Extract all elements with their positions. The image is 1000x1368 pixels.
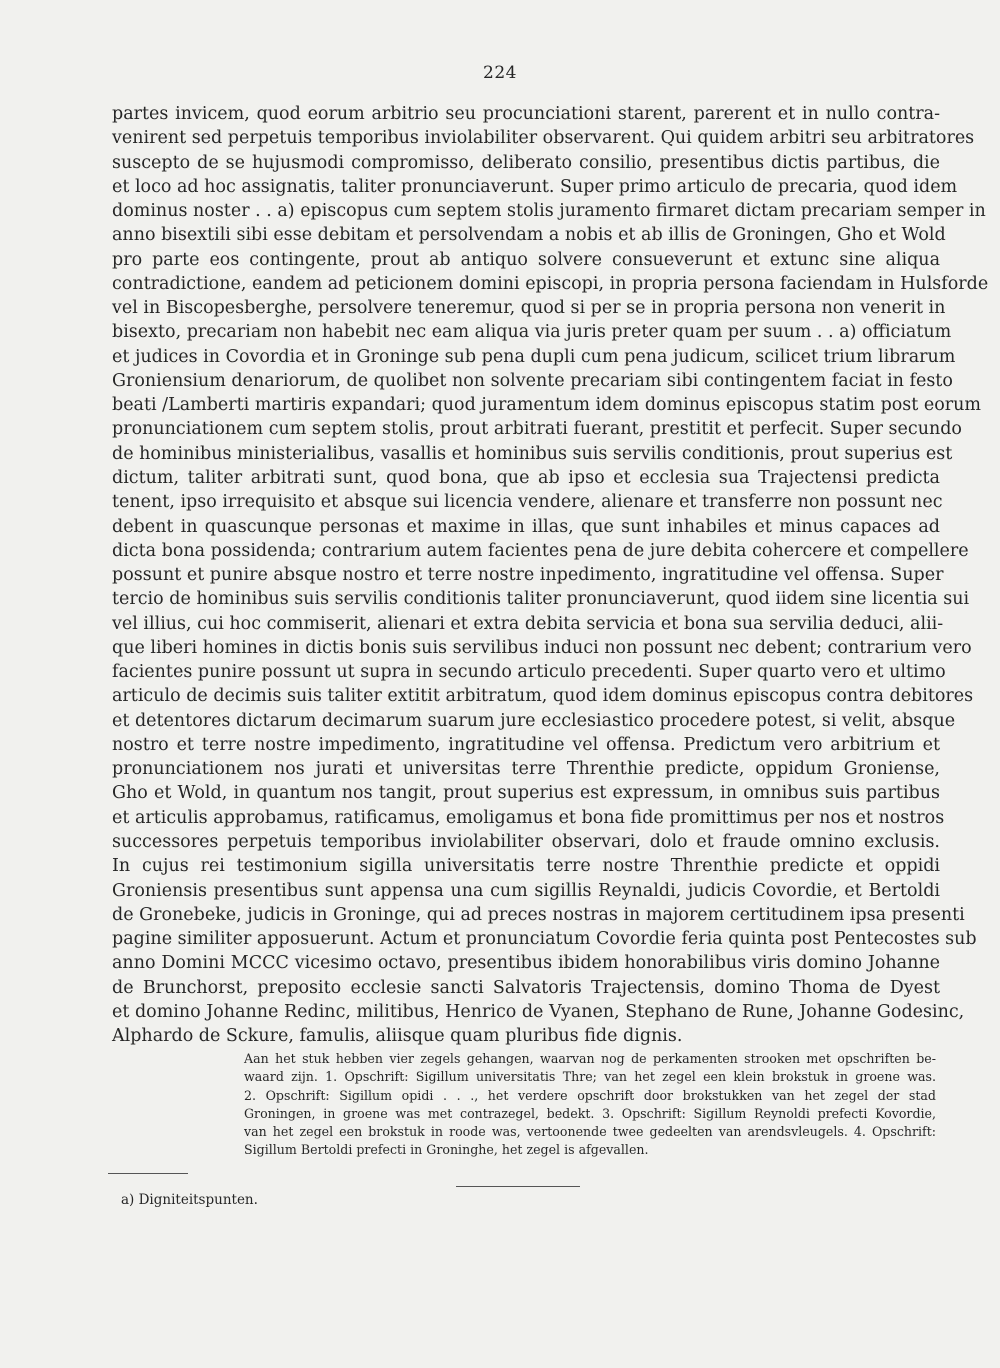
text-line: de Brunchorst, preposito ecclesie sancti Salvatoris Trajectensis, domino Thoma de Dyest: [112, 977, 940, 998]
text-line: partes invicem, quod eorum arbitrio seu procunciationi starent, parerent et in nullo contra-: [112, 104, 940, 124]
separator-rule: [456, 1186, 580, 1187]
text-line: et judices in Covordia et in Groninge sub pena dupli cum pena judicum, scilicet trium librarum: [112, 346, 956, 367]
text-line: et loco ad hoc assignatis, taliter pronunciaverunt. Super primo articulo de precaria, quod idem: [112, 176, 958, 197]
note-line: 2. Opschrift: Sigillum opidi . . ., het verdere opschrift door brokstukken van het zegel der stad: [244, 1087, 936, 1103]
text-line: anno bisextili sibi esse debitam et persolvendam a nobis et ab illis de Groningen, Gho et Wold: [112, 225, 946, 246]
text-line: de hominibus ministerialibus, vasallis et hominibus suis servilis conditionis, prout superius est: [112, 443, 953, 464]
text-line: debent in quascunque personas et maxime in illas, que sunt inhabiles et minus capaces ad: [112, 516, 940, 537]
text-line: anno Domini MCCC vicesimo octavo, presentibus ibidem honorabilibus viris domino Johanne: [112, 953, 940, 974]
text-line: et articulis approbamus, ratificamus, emoligamus et bona fide promittimus per nos et nostros: [112, 807, 945, 828]
text-line: pro parte eos contingente, prout ab antiquo solvere consueverunt et extunc sine aliqua: [112, 249, 940, 270]
footnote-rule: [108, 1173, 188, 1174]
note-line: waard zijn. 1. Opschrift: Sigillum universitatis Thre; van het zegel een klein brokstuk in groene was.: [244, 1069, 936, 1085]
text-line: bisexto, precariam non habebit nec eam aliqua via juris preter quam per suum . . a) officiatum: [112, 322, 952, 343]
note-line: Sigillum Bertoldi prefecti in Groninghe, het zegel is afgevallen.: [244, 1142, 649, 1158]
text-line: pronunciationem cum septem stolis, prout arbitrati fuerant, prestitit et perfecit. Super secundo: [112, 419, 962, 440]
text-line: possunt et punire absque nostro et terre nostre inpedimento, ingratitudine vel offensa. Super: [112, 565, 944, 586]
text-line: venirent sed perpetuis temporibus inviolabiliter observarent. Qui quidem arbitri seu arbitratores: [112, 128, 975, 149]
text-line: tenent, ipso irrequisito et absque sui licencia vendere, alienare et transferre non possunt nec: [112, 492, 943, 513]
text-line: Gho et Wold, in quantum nos tangit, prout superius est expressum, in omnibus suis partibus: [112, 783, 940, 804]
text-line: pronunciationem nos jurati et universitas terre Threnthie predicte, oppidum Groniense,: [112, 759, 940, 780]
archival-note: [244, 1050, 936, 1160]
note-line: Aan het stuk hebben vier zegels gehangen, waarvan nog de perkamenten strooken met opschriften be-: [244, 1051, 936, 1066]
text-line: suscepto de se hujusmodi compromisso, deliberato consilio, presentibus dictis partibus, die: [112, 152, 940, 173]
text-line: contradictione, eandem ad peticionem domini episcopi, in propria persona faciendam in Hulsforde: [112, 273, 989, 294]
text-line: dictum, taliter arbitrati sunt, quod bona, que ab ipso et ecclesia sua Trajectensi predicta: [112, 467, 940, 488]
text-line: et detentores dictarum decimarum suarum jure ecclesiastico procedere potest, si velit, absque: [112, 710, 956, 731]
footnote: a) Digniteitspunten.: [121, 1192, 258, 1208]
text-line: Groniensis presentibus sunt appensa una cum sigillis Reynaldi, judicis Covordie, et Bertoldi: [112, 880, 940, 901]
text-line: beati /Lamberti martiris expandari; quod juramentum idem dominus episcopus statim post eorum: [112, 395, 982, 416]
text-line: Groniensium denariorum, de quolibet non solvente precariam sibi contingentem faciat in festo: [112, 370, 953, 391]
text-line: articulo de decimis suis taliter extitit arbitratum, quod idem dominus episcopus contra debitores: [112, 686, 974, 707]
page-number: 224: [483, 63, 517, 83]
text-line: tercio de hominibus suis servilis conditionis taliter pronunciaverunt, quod iidem sine licentia sui: [112, 589, 970, 610]
text-line: que liberi homines in dictis bonis suis servilibus induci non possunt nec debent; contrarium vero: [112, 637, 972, 658]
text-line: dicta bona possidenda; contrarium autem facientes pena de jure debita cohercere et compellere: [112, 540, 969, 561]
text-line: Alphardo de Sckure, famulis, aliisque quam pluribus fide dignis.: [112, 1026, 683, 1047]
text-line: de Gronebeke, judicis in Groninge, qui ad preces nostras in majorem certitudinem ipsa presenti: [112, 904, 965, 925]
text-line: facientes punire possunt ut supra in secundo articulo precedenti. Super quarto vero et ultimo: [112, 662, 946, 683]
text-line: et domino Johanne Redinc, militibus, Henrico de Vyanen, Stephano de Rune, Johanne Godesinc,: [112, 1001, 965, 1022]
text-line: dominus noster . . a) episcopus cum septem stolis juramento firmaret dictam precariam semper in: [112, 201, 986, 222]
main-text: [112, 102, 989, 1048]
text-line: pagine similiter apposuerunt. Actum et pronunciatum Covordie feria quinta post Pentecostes sub: [112, 929, 977, 950]
text-line: In cujus rei testimonium sigilla universitatis terre nostre Threnthie predicte et oppidi: [112, 856, 940, 877]
note-line: Groningen, in groene was met contrazegel, bedekt. 3. Opschrift: Sigillum Reynoldi prefecti Kovordie,: [244, 1105, 936, 1121]
note-line: van het zegel een brokstuk in roode was, vertoonende twee gedeelten van arendsvleugels. 4. Opschrift:: [244, 1124, 936, 1140]
text-line: successores perpetuis temporibus inviolabiliter observari, dolo et fraude omnino exclusis.: [112, 831, 940, 852]
text-line: vel illius, cui hoc commiserit, alienari et extra debita servicia et bona sua servilia deduci, alii-: [112, 613, 944, 634]
text-line: vel in Biscopesberghe, persolvere teneremur, quod si per se in propria persona non venerit in: [112, 298, 946, 319]
text-line: nostro et terre nostre impedimento, ingratitudine vel offensa. Predictum vero arbitrium et: [112, 734, 940, 755]
